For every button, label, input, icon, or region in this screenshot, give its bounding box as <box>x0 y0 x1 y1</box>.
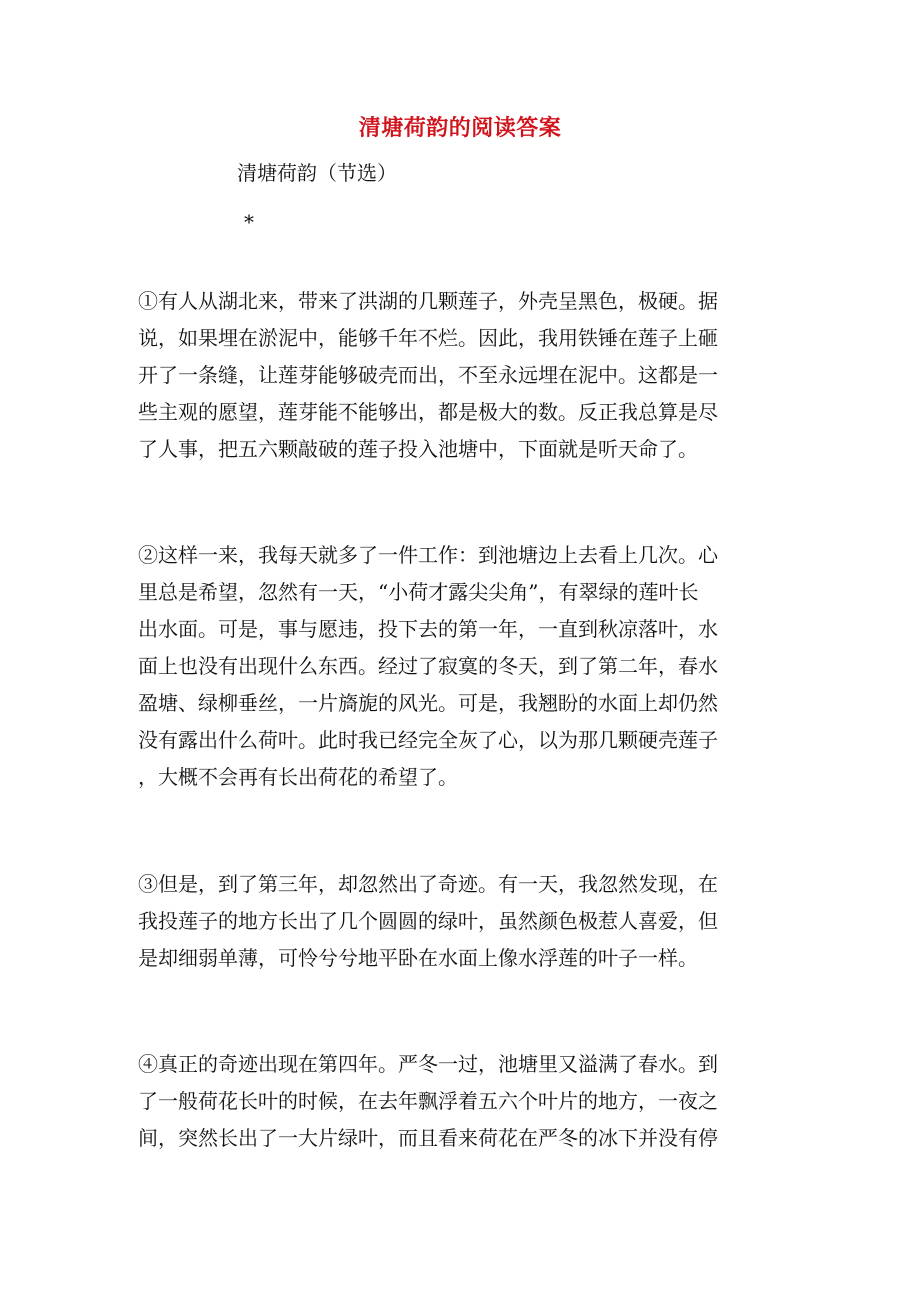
paragraph-line: 间，突然长出了一大片绿叶，而且看来荷花在严冬的冰下并没有停 <box>138 1126 718 1150</box>
paragraph-line: 是却细弱单薄，可怜兮兮地平卧在水面上像水浮莲的叶子一样。 <box>138 946 698 970</box>
paragraph-line: 里总是希望，忽然有一天，“小荷才露尖尖角”，有翠绿的莲叶长 <box>138 580 699 604</box>
paragraph-2 <box>138 537 778 796</box>
paragraph-line: 出水面。可是，事与愿违，投下去的第一年，一直到秋凉落叶，水 <box>138 617 718 641</box>
page-title: 清塘荷韵的阅读答案 <box>358 115 562 141</box>
paragraph-line: ①有人从湖北来，带来了洪湖的几颗莲子，外壳呈黑色，极硬。据 <box>138 289 718 313</box>
paragraph-3 <box>138 866 778 977</box>
paragraph-line: 说，如果埋在淤泥中，能够千年不烂。因此，我用铁锤在莲子上砸 <box>138 326 718 350</box>
paragraph-line: ②这样一来，我每天就多了一件工作：到池塘边上去看上几次。心 <box>138 543 718 567</box>
paragraph-line: 开了一条缝，让莲芽能够破壳而出，不至永远埋在泥中。这都是一 <box>138 363 718 387</box>
paragraph-line: 没有露出什么荷叶。此时我已经完全灰了心，以为那几颗硬壳莲子 <box>138 728 718 752</box>
author-mark: * <box>244 210 254 234</box>
article-subtitle: 清塘荷韵（节选） <box>237 161 397 185</box>
paragraph-1 <box>138 283 778 468</box>
paragraph-line: 了一般荷花长叶的时候，在去年飘浮着五六个叶片的地方，一夜之 <box>138 1089 718 1113</box>
paragraph-line: 盈塘、绿柳垂丝，一片旖旎的风光。可是，我翘盼的水面上却仍然 <box>138 691 718 715</box>
paragraph-line: ，大概不会再有长出荷花的希望了。 <box>138 765 458 789</box>
paragraph-line: ④真正的奇迹出现在第四年。严冬一过，池塘里又溢满了春水。到 <box>138 1052 718 1076</box>
paragraph-line: 我投莲子的地方长出了几个圆圆的绿叶，虽然颜色极惹人喜爱，但 <box>138 909 718 933</box>
paragraph-line: 了人事，把五六颗敲破的莲子投入池塘中，下面就是听天命了。 <box>138 437 698 461</box>
paragraph-line: ③但是，到了第三年，却忽然出了奇迹。有一天，我忽然发现，在 <box>138 872 718 896</box>
paragraph-line: 些主观的愿望，莲芽能不能够出，都是极大的数。反正我总算是尽 <box>138 400 718 424</box>
paragraph-line: 面上也没有出现什么东西。经过了寂寞的冬天，到了第二年，春水 <box>138 654 718 678</box>
paragraph-4 <box>138 1046 778 1157</box>
